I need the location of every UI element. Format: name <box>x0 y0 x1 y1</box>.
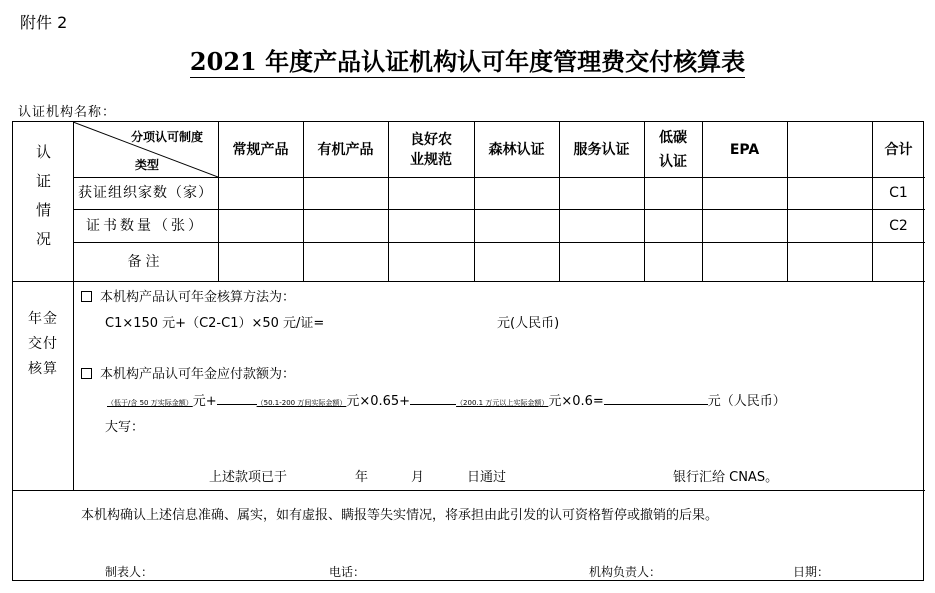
cert-side-label: 认证情况 <box>34 143 52 260</box>
method-formula: C1×150 元+（C2-C1）×50 元/证= <box>105 316 325 331</box>
diag-bottom-label: 类型 <box>135 158 160 172</box>
date-label: 日期： <box>793 565 830 579</box>
band3-suffix: 元×0.6= <box>548 394 604 409</box>
amount-checkbox[interactable] <box>81 368 92 379</box>
col-header: 服务认证 <box>573 141 630 158</box>
method-unit: 元(人民币) <box>497 316 560 331</box>
org-name-label: 认证机构名称： <box>18 105 117 120</box>
paid-year: 年 <box>355 470 369 485</box>
diag-top-label: 分项认可制度 <box>131 130 204 144</box>
amount-checkbox-row[interactable]: 本机构产品认可年金应付款额为： <box>81 363 295 382</box>
band3-note: （200.1 万元以上实际金额） <box>456 399 549 407</box>
band2-suffix: 元×0.65+ <box>346 394 411 409</box>
phone-label: 电话： <box>329 565 366 579</box>
col-header: 良好农业规范 <box>410 131 452 168</box>
row-label: 备注 <box>127 253 164 270</box>
page-title <box>0 42 935 77</box>
fee-table <box>12 121 924 581</box>
col-header: 森林认证 <box>488 141 545 158</box>
band2-note: （50.1-200 万间实际金额） <box>256 399 347 407</box>
col-header: 常规产品 <box>232 141 289 158</box>
paid-prefix: 上述款项已于 <box>209 470 288 485</box>
band1-suffix: 元+ <box>192 394 217 409</box>
row-label: 证书数量（张） <box>86 217 205 234</box>
row-total: C2 <box>889 217 908 234</box>
amount-formula <box>107 390 786 409</box>
annex-label: 附件 2 <box>20 13 68 32</box>
capital-label: 大写： <box>105 420 145 435</box>
row-total: C1 <box>889 185 908 201</box>
fee-side-label: 年金交付核算 <box>28 311 58 377</box>
title-text: 2021 年度产品认证机构认可年度管理费交付核算表 <box>189 47 746 76</box>
method-checkbox[interactable] <box>81 291 92 302</box>
amount-unit: 元（人民币） <box>707 394 786 409</box>
band1-note: （低于/含 50 万实际金额） <box>107 399 193 407</box>
confirm-statement: 本机构确认上述信息准确、属实，如有虚报、瞒报等失实情况，将承担由此引发的认可资格暂停或撤销的后果。 <box>81 508 719 523</box>
row-label: 获证组织家数（家） <box>78 185 213 201</box>
paid-day: 日通过 <box>467 470 507 485</box>
col-header <box>787 122 872 177</box>
method-checkbox-row[interactable]: 本机构产品认可年金核算方法为： <box>81 286 295 305</box>
col-header: 有机产品 <box>317 141 374 158</box>
col-header: EPA <box>729 141 760 158</box>
col-header: 低碳认证 <box>659 129 687 170</box>
bank-suffix: 银行汇给 CNAS。 <box>673 470 779 485</box>
col-header: 合计 <box>884 141 913 158</box>
head-label: 机构负责人： <box>589 565 662 579</box>
prepared-by-label: 制表人： <box>105 565 154 579</box>
paid-month: 月 <box>411 470 425 485</box>
